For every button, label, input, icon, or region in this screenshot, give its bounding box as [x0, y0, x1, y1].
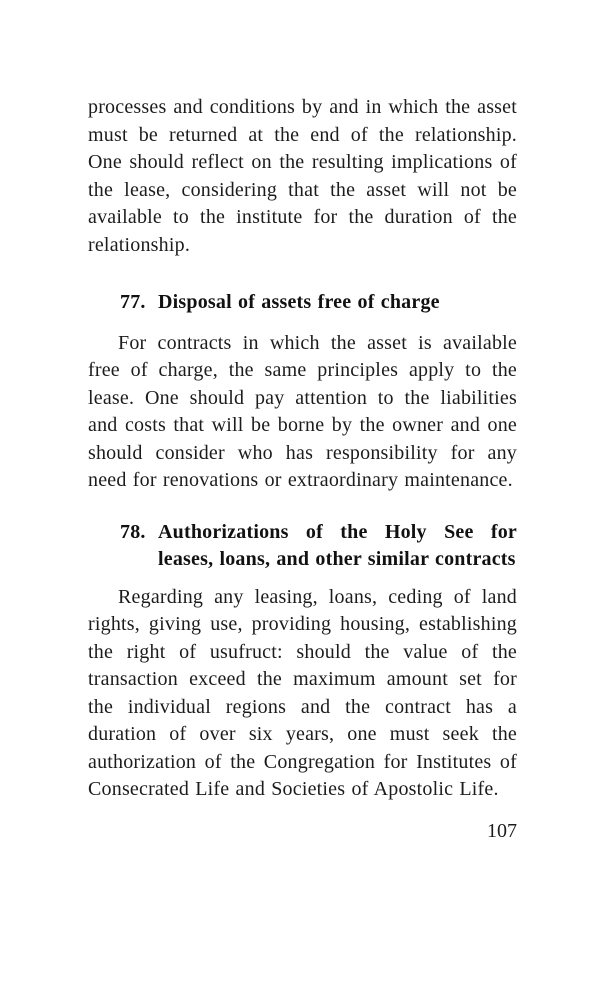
- paragraph-continued-from-previous-page: processes and conditions by and in which the asset must be returned at the end of the relationship. One should reflect on the resulting implications of the lease, considering that the asset will not be available to the institute for the duration of the relationship.: [88, 96, 517, 256]
- section-78-body: Regarding any leasing, loans, ceding of land rights, giving use, providing housing, establishing the right of usufruct: should the value of the transaction exceed the maximum amount set for the individual regions and the contract has a duration of over six years, one must seek the authorization of the Congregation for Institutes of Consecrated Life and Societies of Apostolic Life.: [88, 585, 517, 800]
- section-title: Authorizations of the Holy See for leases, loans, and other similar contracts: [158, 520, 517, 570]
- text-column: [88, 0, 517, 845]
- section-heading-77: [88, 289, 517, 317]
- section-number: 78.: [120, 520, 146, 543]
- section-77-body: For contracts in which the asset is available free of charge, the same principles apply to the lease. One should pay attention to the liabilities and costs that will be borne by the owner and one should consider who has responsibility for any need for renovations or extraordinary maintenance.: [88, 331, 517, 491]
- section-heading-78: [88, 519, 517, 574]
- page-number: 107: [487, 819, 517, 842]
- section-number: 77.: [120, 291, 146, 313]
- section-title: Disposal of assets free of charge: [158, 291, 440, 313]
